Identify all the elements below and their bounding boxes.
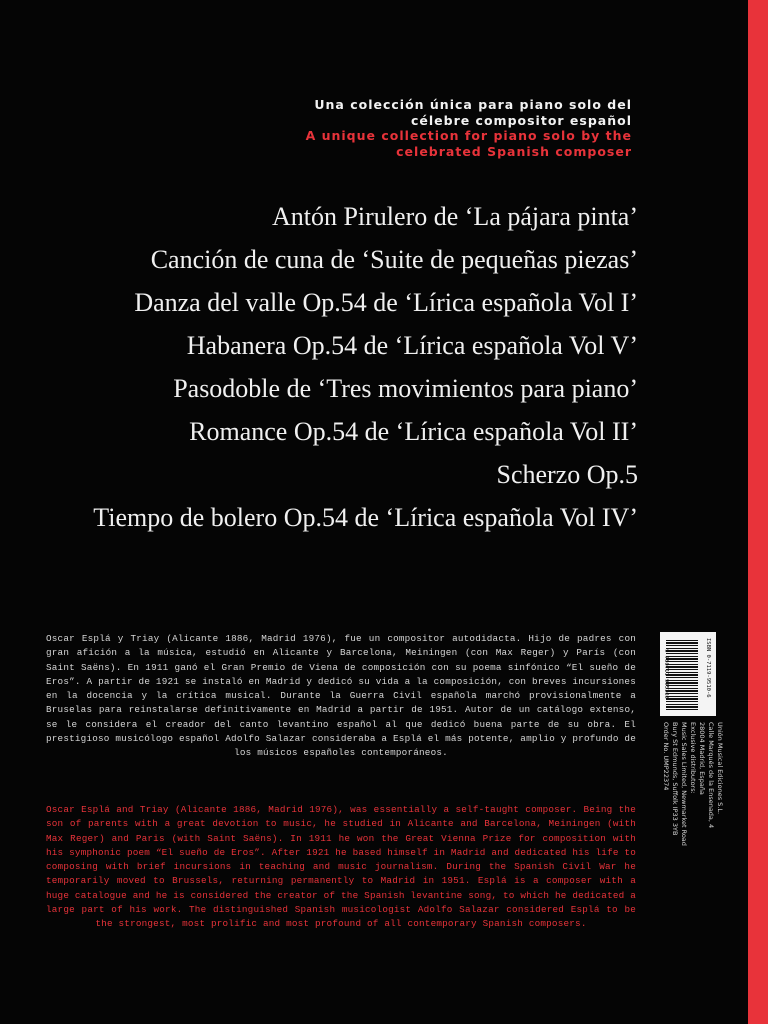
piece-title: Habanera Op.54 de ‘Lírica española Vol V’ <box>186 331 638 360</box>
tagline-english-line-2: celebrated Spanish composer <box>396 143 632 159</box>
red-spine-strip <box>748 0 768 1024</box>
piece-title: Antón Pirulero de ‘La pájara pinta’ <box>271 202 638 231</box>
piece-title: Canción de cuna de ‘Suite de pequeñas piezas’ <box>150 245 638 274</box>
publisher-line: Bury St Edmunds, Suffolk IP33 3YB <box>671 722 679 836</box>
publisher-line: Order No. UMP22374 <box>662 722 670 791</box>
tagline-spanish-line-2: célebre compositor español <box>410 112 632 128</box>
publisher-info <box>655 722 725 982</box>
publisher-line: Music Sales Limited, Newmarket Road <box>680 722 688 846</box>
tagline <box>72 97 632 159</box>
biography-english: Oscar Esplá and Triay (Alicante 1886, Madrid 1976), was essentially a self-taught composer. Being the son of parents with a great devotion to music, he studied in Alicante and Barcelona, Meiningen (with Max Reger) and Paris (with Saint Saëns). In 1911 he won the Great Vienna Prize for composition with his symphonic poem “El sueño de Eros”. After 1921 he based himself in Madrid and dedicated his life to composing with brief incursions in teaching and music journalism. During the Spanish Civil War he temporarily moved to Brussels, returning permanently to Madrid in 1951. Esplá is a composer with a huge catalogue and he is considered the creator of the Spanish levantine song, to which he dedicated a large part of his work. The distinguished Spanish musicologist Adolfo Salazar considered Esplá to be the strongest, most prolific and most profound of all contemporary Spanish composers. <box>46 804 636 930</box>
publisher-line: Exclusive distributors: <box>689 722 697 794</box>
barcode-digits: 9 780711 995103 <box>663 649 669 699</box>
piece-title: Tiempo de bolero Op.54 de ‘Lírica española Vol IV’ <box>93 503 638 532</box>
publisher-line: 28004 Madrid, España <box>698 722 706 795</box>
contents-list <box>18 195 638 539</box>
biography-spanish: Oscar Esplá y Triay (Alicante 1886, Madrid 1976), fue un compositor autodidacta. Hijo de padres con gran afición a la música, estudió en Alicante y Barcelona, Meiningen (con Max Reger) y París (con Saint Saëns). En 1911 ganó el Gran Premio de Viena de composición con su poema sinfónico “El sueño de Eros”. A partir de 1921 se instaló en Madrid y dedicó su vida a la composición, con breves incursiones en la docencia y la crítica musical. Durante la Guerra Civil española marchó provisionalmente a Bruselas para reinstalarse definitivamente en Madrid a partir de 1951. Autor de un catálogo extenso, se le considera el creador del canto levantino español al que dedicó buena parte de su obra. El prestigioso musicólogo español Adolfo Salazar consideraba a Esplá el más potente, amplio y profundo de los músicos españoles contemporáneos. <box>46 633 636 759</box>
piece-title: Danza del valle Op.54 de ‘Lírica española Vol I’ <box>134 288 638 317</box>
publisher-line: Unión Musical Ediciones S.L. <box>716 722 724 815</box>
piece-title: Pasodoble de ‘Tres movimientos para piano’ <box>173 374 638 403</box>
publisher-line: Calle Marqués de la Ensenada, 4 <box>707 722 715 829</box>
piece-title: Romance Op.54 de ‘Lírica española Vol II’ <box>189 417 638 446</box>
isbn-label: ISBN 0-7119-9510-6 <box>705 638 711 698</box>
tagline-english-line-1: A unique collection for piano solo by the <box>305 128 632 143</box>
barcode <box>660 632 716 716</box>
tagline-spanish-line-1: Una colección única para piano solo del <box>314 97 632 112</box>
barcode-bars <box>666 638 698 710</box>
piece-title: Scherzo Op.5 <box>496 460 638 489</box>
